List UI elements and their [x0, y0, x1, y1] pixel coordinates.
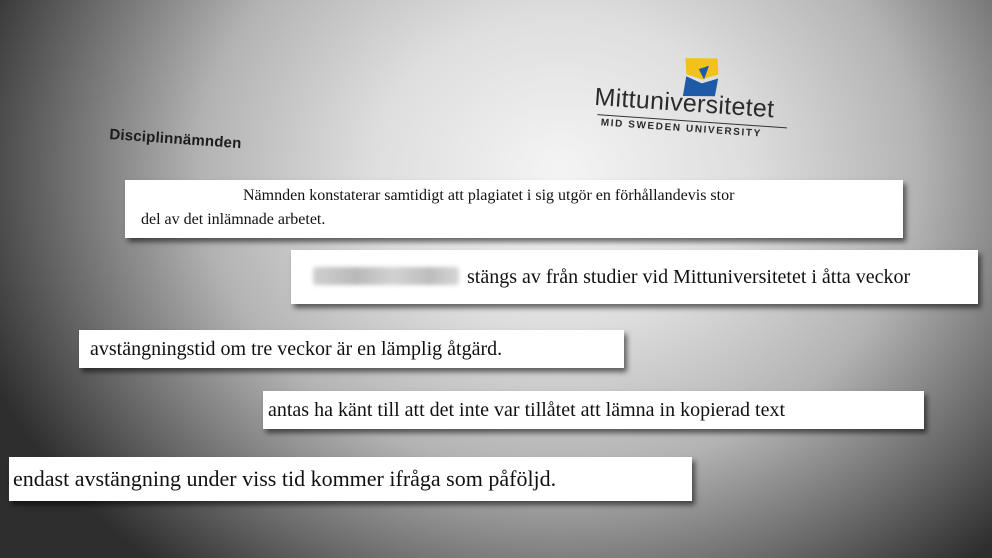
- excerpt-text: avstängningstid om tre veckor är en lämplig åtgärd.: [90, 338, 503, 360]
- excerpt-line: Nämnden konstaterar samtidigt att plagiatet i sig utgör en förhållandevis stor: [243, 187, 735, 204]
- excerpt-line: del av det inlämnade arbetet.: [141, 211, 326, 228]
- redacted-name: [313, 267, 459, 285]
- university-logo: [593, 48, 798, 140]
- excerpt-strip: [9, 457, 692, 501]
- excerpt-text: stängs av från studier vid Mittuniversitetet i åtta veckor: [467, 266, 911, 288]
- logo-name: Mittuniversitetet: [593, 82, 776, 124]
- committee-heading: Disciplinnämnden: [108, 126, 243, 153]
- excerpt-strip: [263, 391, 924, 429]
- excerpt-strip: [291, 250, 978, 304]
- excerpt-text: antas ha känt till att det inte var tillåtet att lämna in kopierad text: [268, 399, 786, 421]
- excerpt-strip: [79, 330, 624, 368]
- logo-subtitle: MID SWEDEN UNIVERSITY: [600, 117, 763, 140]
- excerpt-text: endast avstängning under viss tid kommer ifråga som påföljd.: [13, 466, 557, 491]
- excerpt-strip: [125, 180, 903, 238]
